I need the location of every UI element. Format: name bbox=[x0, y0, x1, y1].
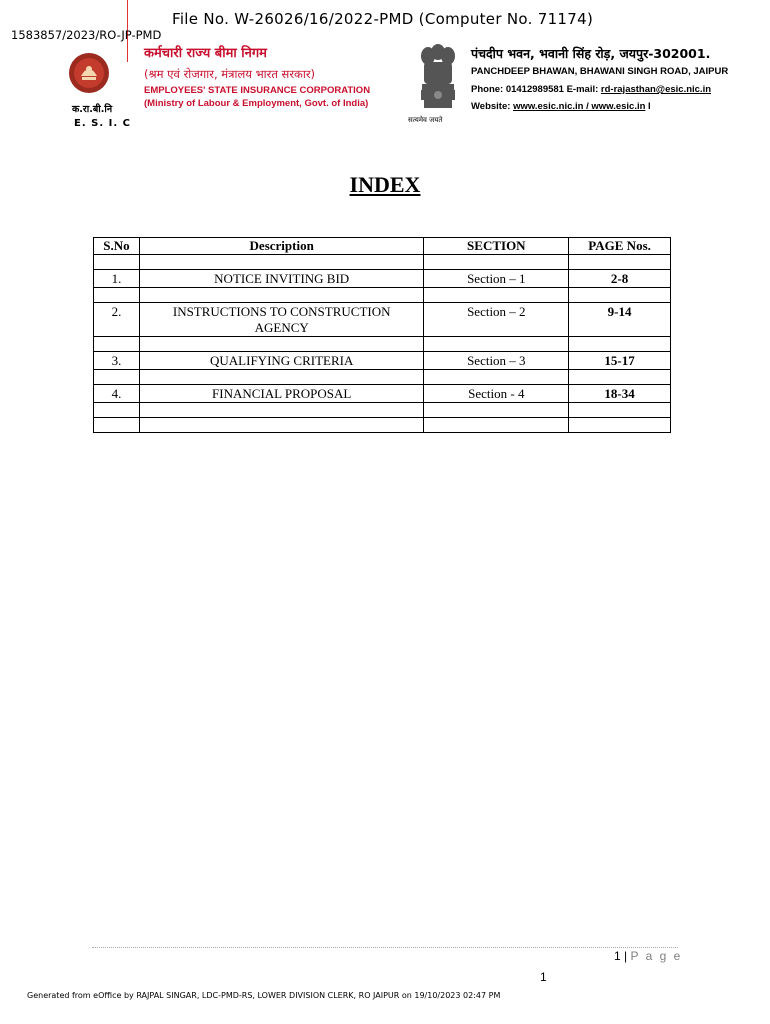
cell-section: Section – 1 bbox=[424, 270, 569, 288]
phone-label: Phone: 01412989581 E-mail: bbox=[471, 84, 601, 95]
table-spacer-row bbox=[94, 337, 671, 352]
address-hindi: पंचदीप भवन, भवानी सिंह रोड़, जयपुर-302001. bbox=[471, 46, 711, 61]
esic-english-abbr: E. S. I. C bbox=[74, 118, 131, 129]
website-suffix: I bbox=[645, 101, 651, 112]
table-row bbox=[94, 303, 671, 337]
cell-section: Section – 3 bbox=[424, 352, 569, 370]
table-spacer-row bbox=[94, 288, 671, 303]
table-header-row bbox=[94, 238, 671, 255]
cell-pages: 2-8 bbox=[569, 270, 671, 288]
file-number: File No. W-26026/16/2022-PMD (Computer No. 71174) bbox=[172, 10, 594, 28]
page-center-number: 1 bbox=[540, 970, 547, 984]
cell-pages: 15-17 bbox=[569, 352, 671, 370]
table-spacer-row bbox=[94, 255, 671, 270]
cell-sno: 3. bbox=[94, 352, 140, 370]
esic-hindi-abbr: क.रा.बी.नि bbox=[72, 104, 113, 115]
ministry-hindi: (श्रम एवं रोजगार, मंत्रालय भारत सरकार) bbox=[144, 67, 316, 81]
table-row bbox=[94, 352, 671, 370]
page-word: P a g e bbox=[630, 949, 683, 963]
table-empty-row bbox=[94, 418, 671, 433]
contact-line bbox=[471, 84, 711, 95]
org-name-hindi: कर्मचारी राज्य बीमा निगम bbox=[144, 46, 267, 61]
cell-section: Section – 2 bbox=[424, 303, 569, 337]
footer-divider bbox=[92, 947, 678, 948]
page-number: 1 bbox=[614, 949, 621, 963]
header-sno: S.No bbox=[94, 238, 140, 255]
emblem-caption: सत्यमेव जयते bbox=[408, 116, 443, 124]
email-link[interactable]: rd-rajasthan@esic.nic.in bbox=[600, 84, 712, 95]
table-spacer-row bbox=[94, 370, 671, 385]
website-line bbox=[471, 101, 651, 112]
cell-section: Section - 4 bbox=[424, 385, 569, 403]
cell-description: FINANCIAL PROPOSAL bbox=[139, 385, 424, 403]
header-page-nos: PAGE Nos. bbox=[569, 238, 671, 255]
table-row bbox=[94, 385, 671, 403]
file-reference: 1583857/2023/RO-JP-PMD bbox=[11, 28, 162, 42]
table-row bbox=[94, 270, 671, 288]
national-emblem-icon bbox=[418, 42, 458, 112]
cell-description: NOTICE INVITING BID bbox=[139, 270, 424, 288]
org-name-english: EMPLOYEES' STATE INSURANCE CORPORATION bbox=[144, 85, 371, 96]
cell-description: INSTRUCTIONS TO CONSTRUCTION AGENCY bbox=[139, 303, 424, 337]
index-table bbox=[93, 237, 671, 433]
cell-description: QUALIFYING CRITERIA bbox=[139, 352, 424, 370]
generated-note: Generated from eOffice by RAJPAL SINGAR, LDC-PMD-RS, LOWER DIVISION CLERK, RO JAIPUR on 19/10/2023 02:47 PM bbox=[27, 991, 501, 1000]
esic-logo-icon bbox=[68, 52, 110, 94]
page-title bbox=[0, 172, 770, 198]
cell-sno: 1. bbox=[94, 270, 140, 288]
cell-pages: 18-34 bbox=[569, 385, 671, 403]
table-spacer-row bbox=[94, 403, 671, 418]
cell-pages: 9-14 bbox=[569, 303, 671, 337]
page-separator: | bbox=[620, 949, 631, 963]
ministry-english: (Ministry of Labour & Employment, Govt. of India) bbox=[144, 98, 369, 109]
header-description: Description bbox=[139, 238, 424, 255]
page-footer-label bbox=[614, 949, 682, 963]
address-english: PANCHDEEP BHAWAN, BHAWANI SINGH ROAD, JAIPUR bbox=[471, 66, 729, 77]
header-section: SECTION bbox=[424, 238, 569, 255]
website-label: Website: bbox=[471, 101, 514, 112]
website-link[interactable]: www.esic.nic.in / www.esic.in bbox=[513, 101, 646, 112]
cell-sno: 4. bbox=[94, 385, 140, 403]
index-heading: INDEX bbox=[349, 172, 421, 197]
cell-sno: 2. bbox=[94, 303, 140, 337]
